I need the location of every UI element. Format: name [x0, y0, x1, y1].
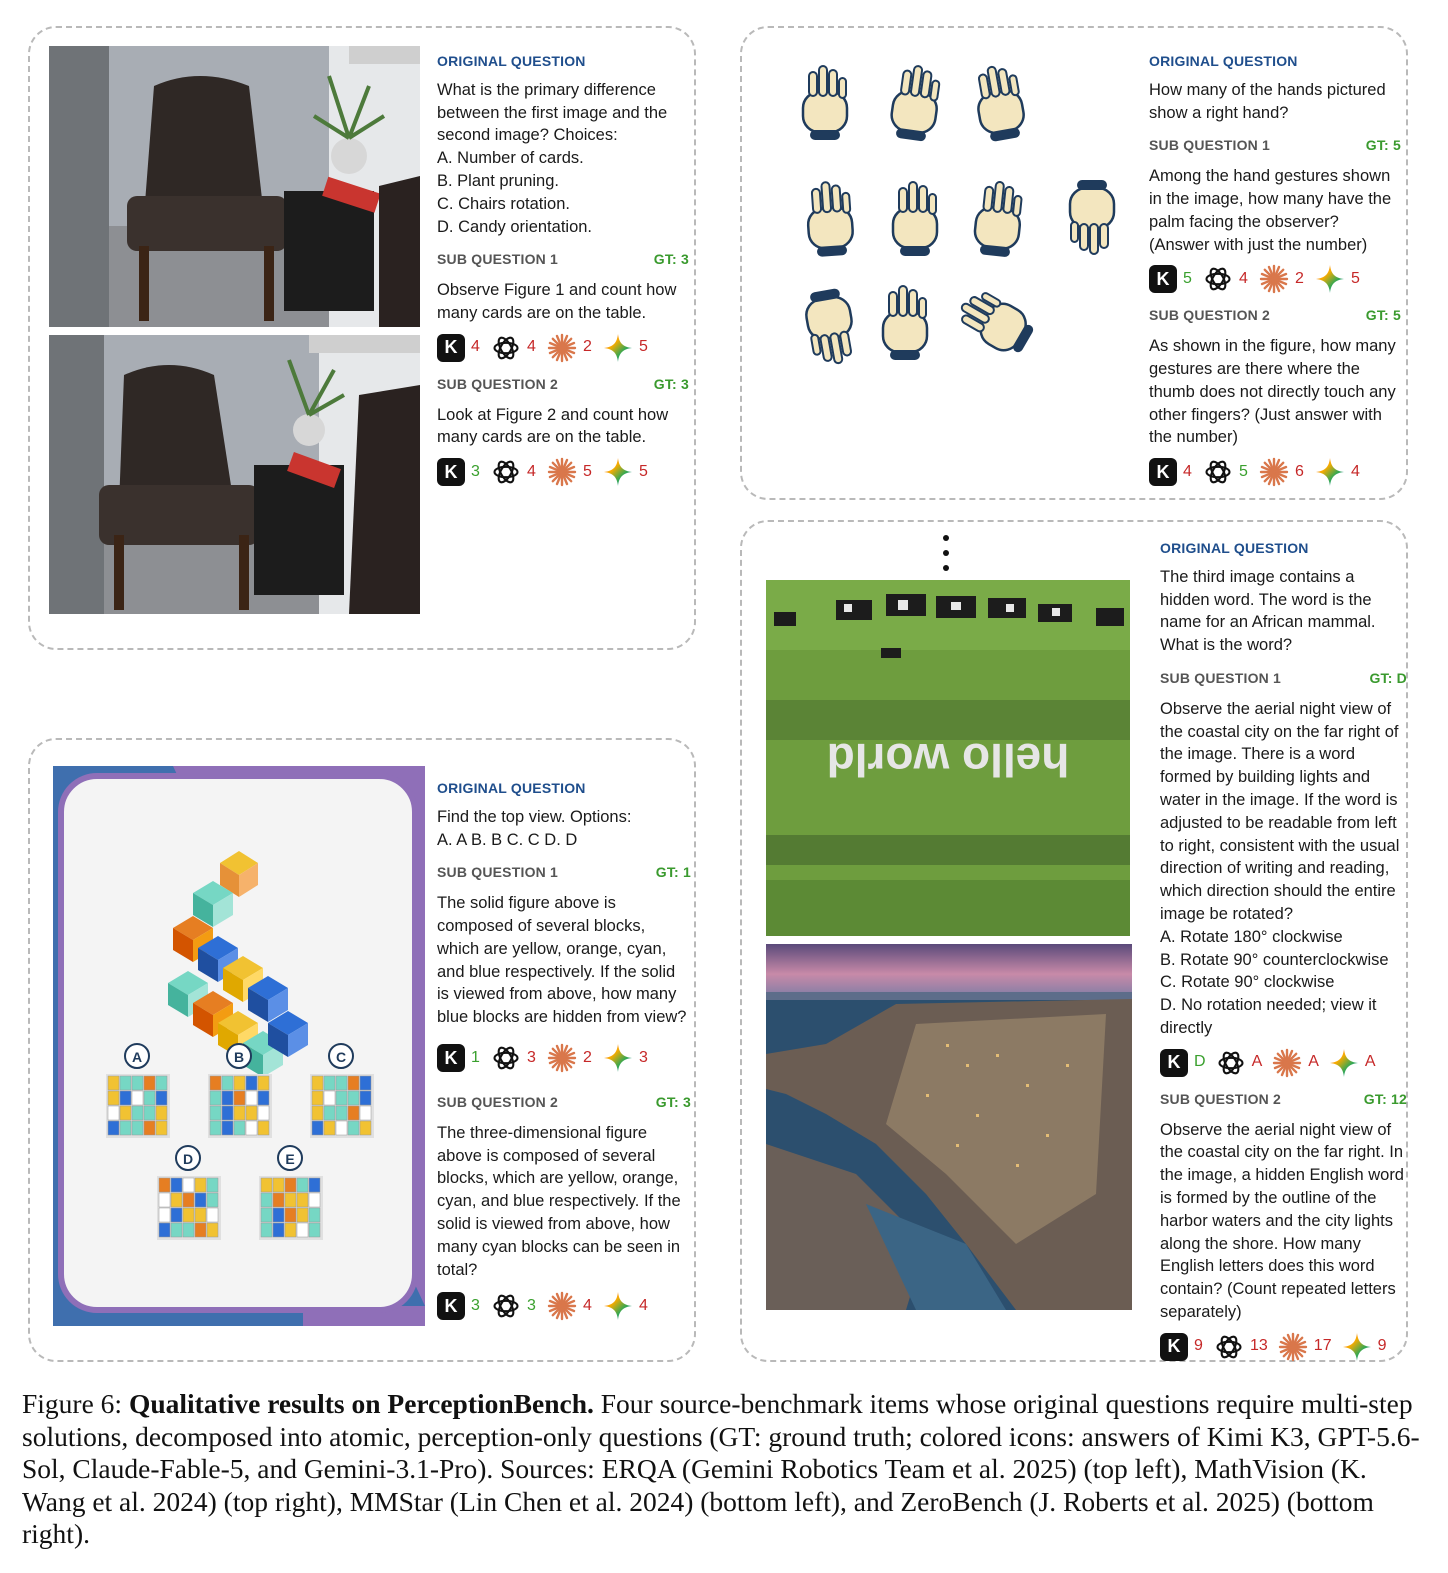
- sub-question-label: SUB QUESTION 2: [1160, 1090, 1282, 1107]
- ground-truth: GT: 5: [1365, 307, 1401, 324]
- sub-question-2-header: [437, 1091, 691, 1114]
- answer-kimi: 5: [1183, 269, 1192, 287]
- answer-gpt: A: [1251, 1053, 1263, 1071]
- gemini-icon: [603, 333, 633, 363]
- answer-gpt: 4: [1239, 269, 1248, 287]
- option-label-b: B: [233, 1049, 245, 1065]
- claude-icon: [1272, 1048, 1302, 1078]
- kimi-icon: K: [437, 334, 465, 362]
- ground-truth: GT: 1: [655, 864, 691, 881]
- sub-question-1-header: [437, 861, 691, 884]
- answer-gemini: 9: [1377, 1337, 1387, 1355]
- ground-truth: GT: 3: [655, 1093, 691, 1110]
- sub-question-text: Observe the aerial night view of the coastal city on the far right of the image. There is a word formed by building lights and water in the image. If the word is adjusted to be readable from left to right, consistent with the usual direction of writing and reading, which direction should the entire image be rotated?: [1160, 699, 1400, 923]
- kimi-icon: K: [1160, 1333, 1188, 1361]
- choice: B. Rotate 90° counterclockwise: [1160, 950, 1389, 969]
- openai-icon: [1216, 1048, 1246, 1078]
- answer-claude: 2: [583, 1048, 592, 1066]
- choice: D. Candy orientation.: [437, 217, 593, 236]
- figure-caption: [22, 1388, 1428, 1551]
- claude-icon: [547, 1291, 577, 1321]
- answer-claude: 2: [583, 338, 592, 356]
- ellipsis-dots: [940, 534, 952, 574]
- openai-icon: [1203, 457, 1233, 487]
- answer-gemini: A: [1364, 1053, 1376, 1071]
- openai-icon: [491, 457, 521, 487]
- original-question: The third image contains a hidden word. The word is the name for an African mammal. What is the word?: [1160, 567, 1376, 655]
- chair-photo-1: [49, 46, 420, 327]
- chair-photo-2: [49, 335, 420, 614]
- answer-kimi: 4: [1183, 462, 1192, 480]
- answer-kimi: 4: [471, 338, 480, 356]
- original-question-label: ORIGINAL QUESTION: [1149, 53, 1298, 69]
- sub-question-label: SUB QUESTION 1: [1149, 137, 1271, 154]
- model-answers: [437, 1043, 691, 1073]
- model-answers: [1160, 1048, 1407, 1078]
- model-answers: [437, 1291, 691, 1321]
- original-question-label: ORIGINAL QUESTION: [437, 53, 586, 69]
- hand-gestures-image: [780, 44, 1130, 374]
- answer-gpt: 3: [527, 1048, 536, 1066]
- model-answers: [1149, 457, 1401, 487]
- claude-icon: [547, 333, 577, 363]
- sub-question-label: SUB QUESTION 2: [1149, 307, 1271, 324]
- gemini-icon: [603, 1043, 633, 1073]
- answer-gemini: 5: [1351, 269, 1360, 287]
- gemini-icon: [1342, 1332, 1372, 1362]
- choice: A. Number of cards.: [437, 149, 584, 168]
- answer-kimi: 1: [471, 1048, 480, 1066]
- choice: D. No rotation needed; view it directly: [1160, 996, 1377, 1037]
- sub-question-label: SUB QUESTION 1: [437, 251, 559, 268]
- sub-question-label: SUB QUESTION 1: [1160, 669, 1282, 686]
- gemini-icon: [1315, 457, 1345, 487]
- openai-icon: [491, 1043, 521, 1073]
- original-question-label: ORIGINAL QUESTION: [1160, 540, 1309, 556]
- sub-question-1-header: [1160, 667, 1407, 690]
- answer-kimi: D: [1194, 1053, 1206, 1071]
- tr-text: [1149, 50, 1401, 487]
- sub-question-text: Observe the aerial night view of the coastal city on the far right. In the image, a hidden English word is formed by the outline of the harbor waters and the city lights along the shore. How many English letters does this word contain? (Count repeated letters separately): [1160, 1120, 1404, 1321]
- model-answers: [437, 457, 689, 487]
- claude-icon: [1259, 457, 1289, 487]
- answer-gpt: 13: [1250, 1337, 1268, 1355]
- kimi-icon: K: [1149, 458, 1177, 486]
- choice: C. Chairs rotation.: [437, 194, 570, 213]
- gemini-icon: [603, 457, 633, 487]
- choice: C. Rotate 90° clockwise: [1160, 973, 1335, 992]
- cube-puzzle-image: [53, 766, 425, 1326]
- claude-icon: [547, 1043, 577, 1073]
- answer-kimi: 3: [471, 462, 480, 480]
- gemini-icon: [1329, 1048, 1359, 1078]
- caption-body: Four source-benchmark items whose original questions require multi-step solutions, decomposed into atomic, perception-only questions (GT: ground truth; colored icons: answers of Kimi K3, GPT-5.6-Sol, Claude-Fable-5, and Gemini-3.1-Pro). Sources: ERQA (Gemini Robotics Team et al. 2025) (top left), MathVision (K. Wang et al. 2024) (top right), MMStar (Lin Chen et al. 2024) (bottom left), and ZeroBench (J. Roberts et al. 2025) (bottom right).: [22, 1388, 1420, 1550]
- answer-claude: 6: [1295, 462, 1304, 480]
- answer-gemini: 3: [639, 1048, 648, 1066]
- answer-gpt: 4: [527, 462, 536, 480]
- option-label-a: A: [131, 1049, 143, 1065]
- kimi-icon: K: [1149, 265, 1177, 293]
- answer-gpt: 3: [527, 1296, 536, 1314]
- original-question: Find the top view. Options:: [437, 807, 632, 826]
- choice: A. A B. B C. C D. D: [437, 830, 578, 849]
- aerial-city-image: [766, 944, 1132, 1310]
- ground-truth: GT: 3: [653, 251, 689, 268]
- claude-icon: [1278, 1332, 1308, 1362]
- kimi-icon: K: [437, 458, 465, 486]
- answer-kimi: 3: [471, 1296, 480, 1314]
- option-label-d: D: [182, 1151, 194, 1167]
- option-label-e: E: [285, 1151, 295, 1167]
- model-answers: [1160, 1332, 1407, 1362]
- ground-truth: GT: 5: [1365, 137, 1401, 154]
- answer-gpt: 4: [527, 338, 536, 356]
- answer-kimi: 9: [1194, 1337, 1203, 1355]
- original-question: What is the primary difference between the first image and the second image? Choices:: [437, 80, 668, 145]
- bl-text: [437, 777, 691, 1321]
- answer-claude: 2: [1295, 269, 1304, 287]
- answer-gemini: 5: [639, 338, 648, 356]
- ground-truth: GT: 3: [653, 375, 689, 392]
- sub-question-label: SUB QUESTION 2: [437, 1093, 559, 1110]
- choice: A. Rotate 180° clockwise: [1160, 927, 1343, 946]
- sub-question-text: The three-dimensional figure above is composed of several blocks, which are yellow, orange, cyan, and blue respectively. If the solid is viewed from above, how many cyan blocks can be seen in total?: [437, 1123, 681, 1279]
- answer-claude: 4: [583, 1296, 592, 1314]
- option-label-c: C: [335, 1049, 347, 1065]
- ground-truth: GT: D: [1369, 669, 1407, 686]
- sub-question-text: Look at Figure 2 and count how many cards are on the table.: [437, 405, 669, 447]
- choice: B. Plant pruning.: [437, 171, 559, 190]
- original-question: How many of the hands pictured show a right hand?: [1149, 80, 1386, 122]
- answer-gemini: 4: [639, 1296, 648, 1314]
- gemini-icon: [603, 1291, 633, 1321]
- openai-icon: [491, 333, 521, 363]
- openai-icon: [1203, 264, 1233, 294]
- openai-icon: [491, 1291, 521, 1321]
- model-answers: [437, 333, 689, 363]
- br-text: [1160, 537, 1407, 1362]
- sub-question-label: SUB QUESTION 1: [437, 864, 559, 881]
- gemini-icon: [1315, 264, 1345, 294]
- kimi-icon: K: [437, 1292, 465, 1320]
- sub-question-2-header: [1149, 304, 1401, 327]
- sub-question-text: Observe Figure 1 and count how many cards are on the table.: [437, 281, 677, 322]
- answer-claude: 5: [583, 462, 592, 480]
- sub-question-text: The solid figure above is composed of several blocks, which are yellow, orange, cyan, and blue respectively. If the solid is viewed from above, how many blue blocks are hidden from view?: [437, 894, 687, 1027]
- aerial-cows-image: [766, 580, 1130, 936]
- answer-gemini: 4: [1351, 462, 1360, 480]
- caption-title: Qualitative results on PerceptionBench.: [128, 1388, 594, 1419]
- answer-gemini: 5: [639, 462, 648, 480]
- sub-question-2-header: [437, 373, 689, 396]
- sub-question-label: SUB QUESTION 2: [437, 375, 559, 392]
- sub-question-1-header: [437, 248, 689, 271]
- ground-truth: GT: 12: [1363, 1090, 1407, 1107]
- hidden-word: hello world: [826, 734, 1070, 786]
- answer-claude: A: [1308, 1053, 1319, 1071]
- tl-text: [437, 50, 689, 487]
- sub-question-text: Among the hand gestures shown in the image, how many have the palm facing the observer? (Answer with just the number): [1149, 167, 1392, 254]
- openai-icon: [1214, 1332, 1244, 1362]
- original-question-label: ORIGINAL QUESTION: [437, 780, 586, 796]
- answer-gpt: 5: [1239, 462, 1248, 480]
- claude-icon: [547, 457, 577, 487]
- caption-prefix: Figure 6:: [22, 1388, 129, 1419]
- kimi-icon: K: [1160, 1049, 1188, 1077]
- kimi-icon: K: [437, 1044, 465, 1072]
- sub-question-2-header: [1160, 1088, 1407, 1111]
- model-answers: [1149, 264, 1401, 294]
- claude-icon: [1259, 264, 1289, 294]
- sub-question-text: As shown in the figure, how many gestures are there where the thumb does not directly touch any other fingers? (Just answer with the number): [1149, 337, 1396, 447]
- answer-claude: 17: [1313, 1337, 1332, 1355]
- sub-question-1-header: [1149, 134, 1401, 157]
